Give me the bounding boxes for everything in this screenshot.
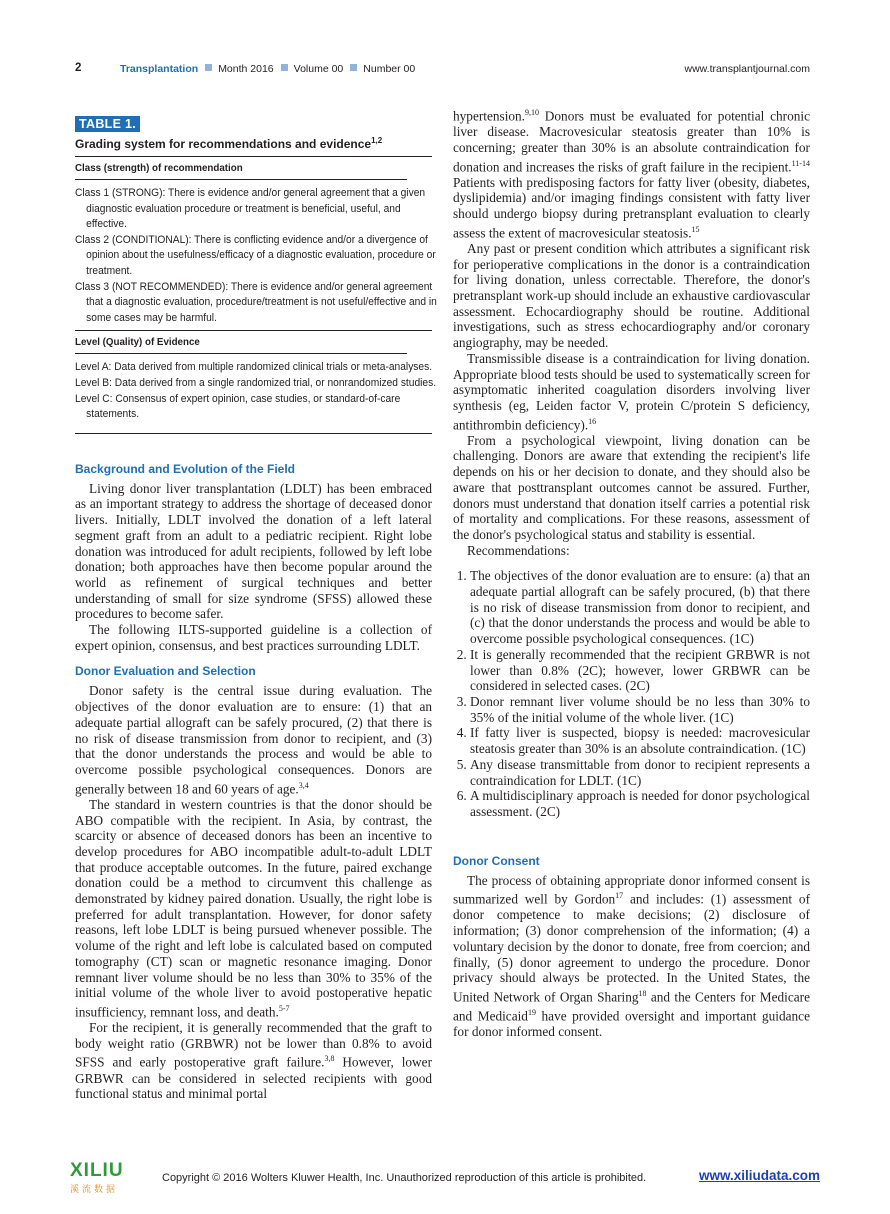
xiliu-logo [62, 1160, 158, 1196]
paragraph: Any past or present condition which attributes a significant risk for perioperative complications in the donor is a contraindication for living donation, unless correctable. Therefore, the donor's pretransplant work-up should include an exhaustive cardiovascular assessment. Echocardiography should be routine. Additional investigations, such as stress echocardiography and/or coronary angiography, may be needed. [453, 240, 810, 351]
section-heading-donor-consent: Donor Consent [453, 853, 540, 868]
issue-volume: Volume 00 [293, 63, 344, 75]
list-item: 1. The objectives of the donor evaluation are to ensure: (a) that an adequate partial allograft can be safely procured, (b) that there is no risk of disease transmission from donor to recipient, and (c) that the donor understands the process and would be able to overcome possible psychological consequences. (1C) [470, 568, 810, 647]
page-footer [62, 1160, 832, 1196]
table-row: Level C: Consensus of expert opinion, case studies, or standard-of-care statements. [75, 392, 401, 421]
separator-square-icon [350, 64, 357, 71]
left-column [75, 105, 437, 1102]
copyright-notice: Copyright © 2016 Wolters Kluwer Health, Inc. Unauthorized reproduction of this article is prohibited. [162, 1172, 647, 1184]
footer-site-link[interactable]: www.xiliudata.com [699, 1168, 821, 1183]
paragraph: Transmissible disease is a contraindication for living donation. Appropriate blood tests should be used to systematically screen for asymptomatic inherited coagulation disorders involving liver synthesis (eg, Leiden factor V, protein C/protein S deficiency, antithrombin deficiency).$^{16}$ [453, 350, 810, 433]
section-heading-donor-evaluation: Donor Evaluation and Selection [75, 664, 256, 679]
table-row: Level A: Data derived from multiple randomized clinical trials or meta-analyses. [75, 361, 433, 374]
issue-number: Number 00 [363, 63, 416, 75]
journal-name: Transplantation [120, 63, 199, 75]
table-row: Class 2 (CONDITIONAL): There is conflicting evidence and/or a divergence of opinion about the usefulness/efficacy of a diagnostic evaluation, procedure or treatment. [75, 233, 436, 277]
grading-table [75, 105, 437, 434]
recommendations-label: Recommendations: [467, 542, 570, 558]
paragraph: The standard in western countries is that the donor should be ABO compatible with the recipient. In Asia, by contrast, the scarcity or absence of deceased donors has been an incentive to develop procedures for ABO incompatible adult-to-adult LDLT that produce acceptable outcomes. In the future, paired exchange donation could be a method to circumvent this challenge as demonstrated by kidney paired donation. Usually, the right lobe is preferred for adult transplantation. However, for donor safety reasons, left lobe LDLT is being pursued whenever possible. The volume of the right and left lobe is calculated based on computed tomography (CT) scan or magnetic resonance imaging. Donor remnant liver volume should be no less than 30% to 35% of the initial volume of the whole liver to avoid postoperative hepatic insufficiency, remnant loss, and death.$^{5-7}$ [75, 796, 432, 1020]
recommendations-list [453, 568, 810, 819]
table-label: TABLE 1. [75, 116, 140, 132]
list-item: 6. A multidisciplinary approach is needed for donor psychological assessment. (2C) [470, 788, 810, 819]
paragraph: Living donor liver transplantation (LDLT) has been embraced as an important strategy to address the shortage of deceased donor livers. Initially, LDLT involved the donation of a left lateral segment graft from an adult to a pediatric recipient. Right lobe donation was introduced for adult recipients, followed by left lobe donation; both approaches have then become popular around the world as refinement of surgical techniques and better understanding of small for size syndrome (SFSS) allowed these procedures to become safer. [75, 480, 432, 622]
paragraph: From a psychological viewpoint, living donation can be challenging. Donors are aware that extending the recipient's life depends on his or her decision to donate, and they should also be aware that posttransplant outcomes cannot be assured. Further, donors must understand that donation itself carries a potential risk of mortality and complications. For these reasons, assessment of the donor's psychological status and stability is essential. [453, 432, 810, 542]
logo-latin-text: XILIU [70, 1160, 124, 1181]
paragraph: For the recipient, it is generally recommended that the graft to body weight ratio (GRBWR) not be lower than 0.8% to avoid SFSS and early postoperative graft failure.$^{3,8}$ However, lower GRBWR can be considered in selected recipients with good functional status and minimal portal [75, 1020, 432, 1102]
running-header [75, 62, 810, 78]
table-level-heading: Level (Quality) of Evidence [75, 331, 407, 354]
list-item: 4. If fatty liver is suspected, biopsy is needed: macrovesicular steatosis greater than 30% is an absolute contraindication. (1C) [470, 725, 810, 756]
table-row: Level B: Data derived from a single randomized trial, or nonrandomized studies. [75, 376, 437, 389]
table-class-section [75, 180, 437, 331]
list-item: 2. It is generally recommended that the recipient GRBWR is not lower than 0.8% (2C); however, lower GRBWR can be considered in selected cases. (2C) [470, 647, 810, 694]
list-item: 3. Donor remnant liver volume should be no less than 30% to 35% of the initial volume of the whole liver. (1C) [470, 694, 810, 725]
separator-square-icon [205, 64, 212, 71]
paragraph: The process of obtaining appropriate donor informed consent is summarized well by Gordon$^{17}$ and includes: (1) assessment of donor competence to make decisions; (2) disclosure of information; (3) donor comprehension of the information; (4) a voluntary decision by the donor to donate, free from coercion; and finally, (5) donor agreement to undergo the procedure. Donor privacy should always be protected. In the United States, the United Network of Organ Sharing$^{18}$ and the Centers for Medicare and Medicaid$^{19}$ have provided oversight and important guidance for donor informed consent. [453, 872, 810, 1040]
journal-info [120, 63, 415, 75]
page-number: 2 [75, 62, 82, 74]
list-item: 5. Any disease transmittable from donor to recipient represents a contraindication for LDLT. (1C) [470, 757, 810, 788]
right-column [453, 105, 810, 1040]
journal-website[interactable]: www.transplantjournal.com [684, 63, 810, 75]
issue-month: Month 2016 [218, 63, 274, 75]
table-row: Class 1 (STRONG): There is evidence and/or general agreement that a given diagnostic evaluation procedure or treatment is beneficial, useful, and effective. [75, 187, 426, 231]
paragraph: The following ILTS-supported guideline is a collection of expert opinion, consensus, and best practices surrounding LDLT. [75, 622, 432, 653]
paragraph: Donor safety is the central issue during evaluation. The objectives of the donor evaluation are to ensure: (1) that an adequate partial allograft can be safely procured, (2) that there is no risk of disease transmission from donor to recipient, and (3) that the donor understands the process and would be able to overcome possible psychological consequences. Donors are generally between 18 and 60 years of age.$^{3,4}$ [75, 683, 432, 797]
logo-cjk-text: 溪流数据 [70, 1184, 119, 1194]
table-level-section [75, 354, 437, 433]
table-row: Class 3 (NOT RECOMMENDED): There is evidence and/or general agreement that a diagnostic evaluation, procedure/treatment is not useful/effective and in some cases may be harmful. [75, 280, 437, 324]
table-class-heading: Class (strength) of recommendation [75, 157, 407, 180]
table-title: Grading system for recommendations and evidence$^{1,2}$ [75, 136, 432, 157]
section-heading-background: Background and Evolution of the Field [75, 461, 296, 476]
paragraph: hypertension.$^{9,10}$ Donors must be evaluated for potential chronic liver disease. Macrovesicular steatosis greater than 10% is concerning; greater than 30% is an absolute contraindication for donation and increases the risks of graft failure in the recipient.$^{11-14}$ Patients with predisposing factors for fatty liver (obesity, diabetes, dyslipidemia) and/or imaging findings consistent with fatty liver should undergo biopsy during pretransplant evaluation to clearly assess the extent of macrovesicular steatosis.$^{15}$ [453, 108, 810, 241]
separator-square-icon [281, 64, 288, 71]
